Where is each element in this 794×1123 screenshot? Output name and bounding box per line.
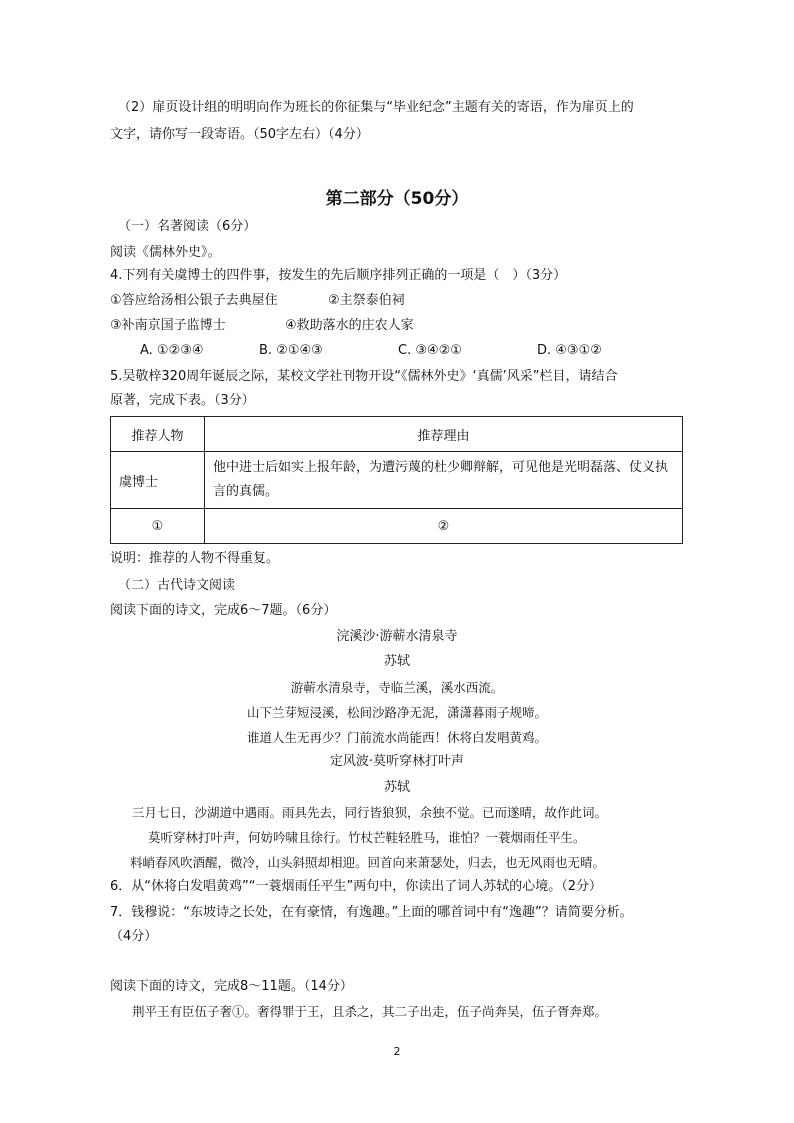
event-2: ②主祭泰伯祠 — [328, 293, 405, 308]
option-c: C. ③④②① — [398, 343, 462, 358]
question-5-line2: 原著，完成下表。（3分） — [110, 393, 255, 408]
question-6: 6．从“休将白发唱黄鸡”“一蓑烟雨任平生”两句中，你读出了词人苏轼的心境。（2分） — [110, 879, 602, 894]
table-cell-blank-2: ② — [205, 509, 683, 544]
section-2-title: （二）古代诗文阅读 — [118, 578, 236, 593]
poem-2-title: 定风波·莫听穿林打叶声 — [329, 754, 465, 769]
question-7-line2: （4分） — [110, 929, 158, 944]
section-2-read-1: 阅读下面的诗文，完成6～7题。（6分） — [110, 603, 337, 618]
table-row — [111, 509, 683, 544]
table-header-person: 推荐人物 — [111, 417, 205, 452]
poem-2-preface: 三月七日，沙湖道中遇雨。雨具先去，同行皆狼狈，余独不觉。已而遂晴，故作此词。 — [132, 805, 608, 820]
option-d: D. ④③①② — [537, 343, 602, 358]
poem-2-line-2: 料峭春风吹酒醒，微冷，山头斜照却相迎。回首向来萧瑟处，归去，也无风雨也无晴。 — [130, 855, 606, 870]
table-header-reason: 推荐理由 — [205, 417, 683, 452]
question-3-2-line1: （2）扉页设计组的明明向作为班长的你征集与“毕业纪念”主题有关的寄语，作为扉页上的 — [118, 100, 634, 115]
part-two-heading: 第二部分（50分） — [325, 189, 469, 209]
poem-2-line-1: 莫听穿林打叶声，何妨吟啸且徐行。竹杖芒鞋轻胜马，谁怕？一蓑烟雨任平生。 — [148, 830, 586, 845]
option-b: B. ②①④③ — [259, 343, 323, 358]
poem-1-author: 苏轼 — [383, 654, 410, 669]
page-number: 2 — [393, 1045, 401, 1058]
table-note: 说明：推荐的人物不得重复。 — [110, 551, 280, 566]
poem-1-line-1: 山下兰芽短浸溪，松间沙路净无泥，潇潇暮雨子规啼。 — [246, 705, 547, 720]
section-1-title: （一）名著阅读（6分） — [118, 219, 257, 234]
event-3: ③补南京国子监博士 — [110, 318, 226, 333]
poem-1-preface: 游蕲水清泉寺，寺临兰溪，溪水西流。 — [290, 680, 504, 695]
section-1-read: 阅读《儒林外史》。 — [110, 245, 221, 260]
table-cell-name: 虞博士 — [111, 452, 205, 509]
event-1: ①答应给汤相公银子去典屋住 — [110, 293, 278, 308]
question-7-line1: 7．钱穆说：“东坡诗之长处，在有豪情，有逸趣。”上面的哪首词中有“逸趣”？请简要分析。 — [110, 905, 633, 920]
event-4: ④救助落水的庄农人家 — [285, 318, 414, 333]
prose-line-1: 荆平王有臣伍子奢①。奢得罪于王，且杀之，其二子出走，伍子尚奔吴，伍子胥奔郑。 — [132, 1004, 608, 1019]
section-2-read-2: 阅读下面的诗文，完成8～11题。（14分） — [110, 979, 353, 994]
option-a: A. ①②③④ — [140, 343, 204, 358]
poem-1-line-2: 谁道人生无再少？门前流水尚能西！休将白发唱黄鸡。 — [246, 730, 547, 745]
table-header-row — [111, 417, 683, 452]
question-4: 4.下列有关虞博士的四件事，按发生的先后顺序排列正确的一项是（ ）（3分） — [110, 268, 567, 283]
question-5-line1: 5.吴敬梓320周年诞辰之际，某校文学社刊物开设“《儒林外史》‘真儒’风采”栏目，请结合 — [110, 369, 618, 384]
table-cell-blank-1: ① — [111, 509, 205, 544]
poem-2-author: 苏轼 — [383, 780, 410, 795]
table-row — [111, 452, 683, 509]
question-3-2-line2: 文字，请你写一段寄语。（50字左右）（4分） — [110, 127, 369, 142]
recommendation-table — [110, 416, 683, 544]
poem-1-title: 浣溪沙·游蕲水清泉寺 — [336, 629, 458, 644]
table-cell-reason: 他中进士后如实上报年龄，为遭污蔑的杜少卿辩解，可见他是光明磊落、仗义执言的真儒。 — [205, 452, 683, 509]
